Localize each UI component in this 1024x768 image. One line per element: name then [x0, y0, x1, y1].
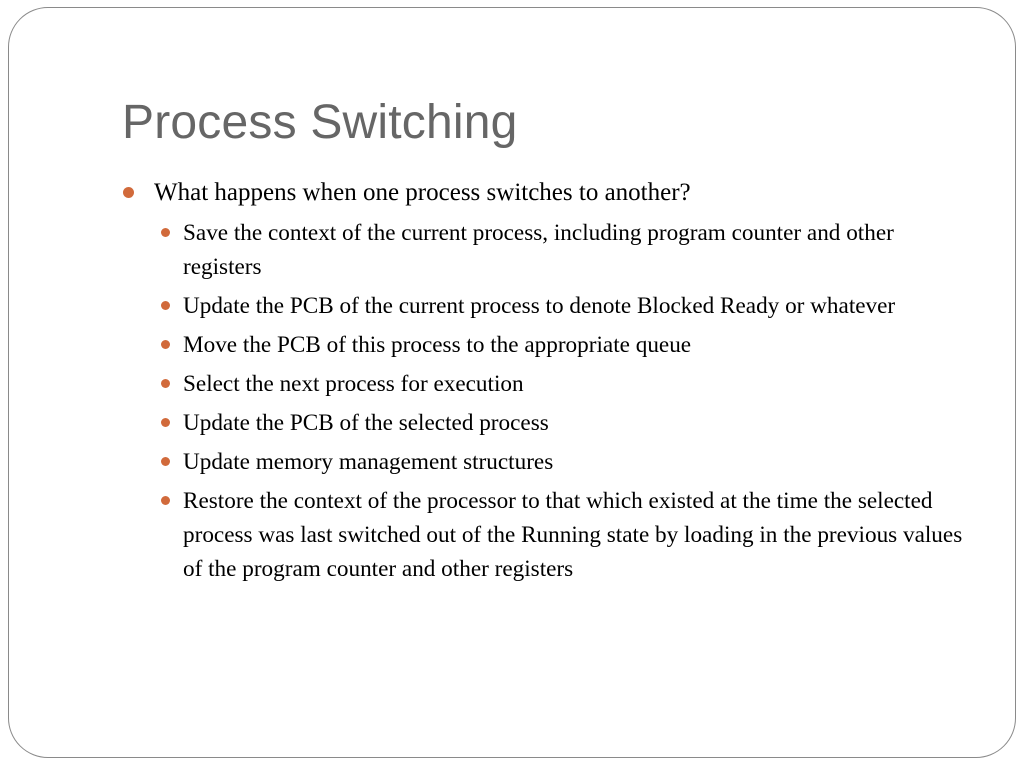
- sub-bullet-text: Update the PCB of the selected process: [183, 410, 549, 436]
- sub-bullet-text: Restore the context of the processor to that which existed at the time the selected process was last switched out of the Running state by loading in the previous values of the program counter and other registers: [183, 488, 963, 582]
- sub-bullet-text: Select the next process for execution: [183, 371, 524, 397]
- bullet-item: [122, 178, 972, 208]
- sub-bullet-item: [154, 216, 972, 284]
- bullet-dot-icon: [161, 228, 170, 237]
- bullet-dot-icon: [161, 418, 170, 427]
- sub-bullet-item: [154, 406, 972, 440]
- sub-bullet-text: Move the PCB of this process to the appropriate queue: [183, 332, 692, 358]
- bullet-dot-icon: [161, 496, 170, 505]
- bullet-dot-icon: [161, 340, 170, 349]
- sub-bullet-item: [154, 328, 972, 362]
- sub-bullet-item: [154, 289, 972, 323]
- slide: [8, 7, 1016, 758]
- sub-bullet-text: Update the PCB of the current process to denote Blocked Ready or whatever: [183, 293, 896, 319]
- sub-bullet-text: Save the context of the current process, including program counter and other registers: [183, 220, 894, 280]
- sub-bullet-text: Update memory management structures: [183, 449, 554, 475]
- bullet-list: [122, 178, 972, 591]
- sub-bullet-item: [154, 367, 972, 401]
- bullet-dot-icon: [161, 457, 170, 466]
- bullet-dot-icon: [123, 187, 134, 198]
- bullet-dot-icon: [161, 379, 170, 388]
- sub-bullet-item: [154, 445, 972, 479]
- bullet-dot-icon: [161, 301, 170, 310]
- sub-bullet-item: [154, 484, 972, 586]
- bullet-text: What happens when one process switches to another?: [154, 179, 691, 206]
- slide-title: Process Switching: [122, 96, 518, 149]
